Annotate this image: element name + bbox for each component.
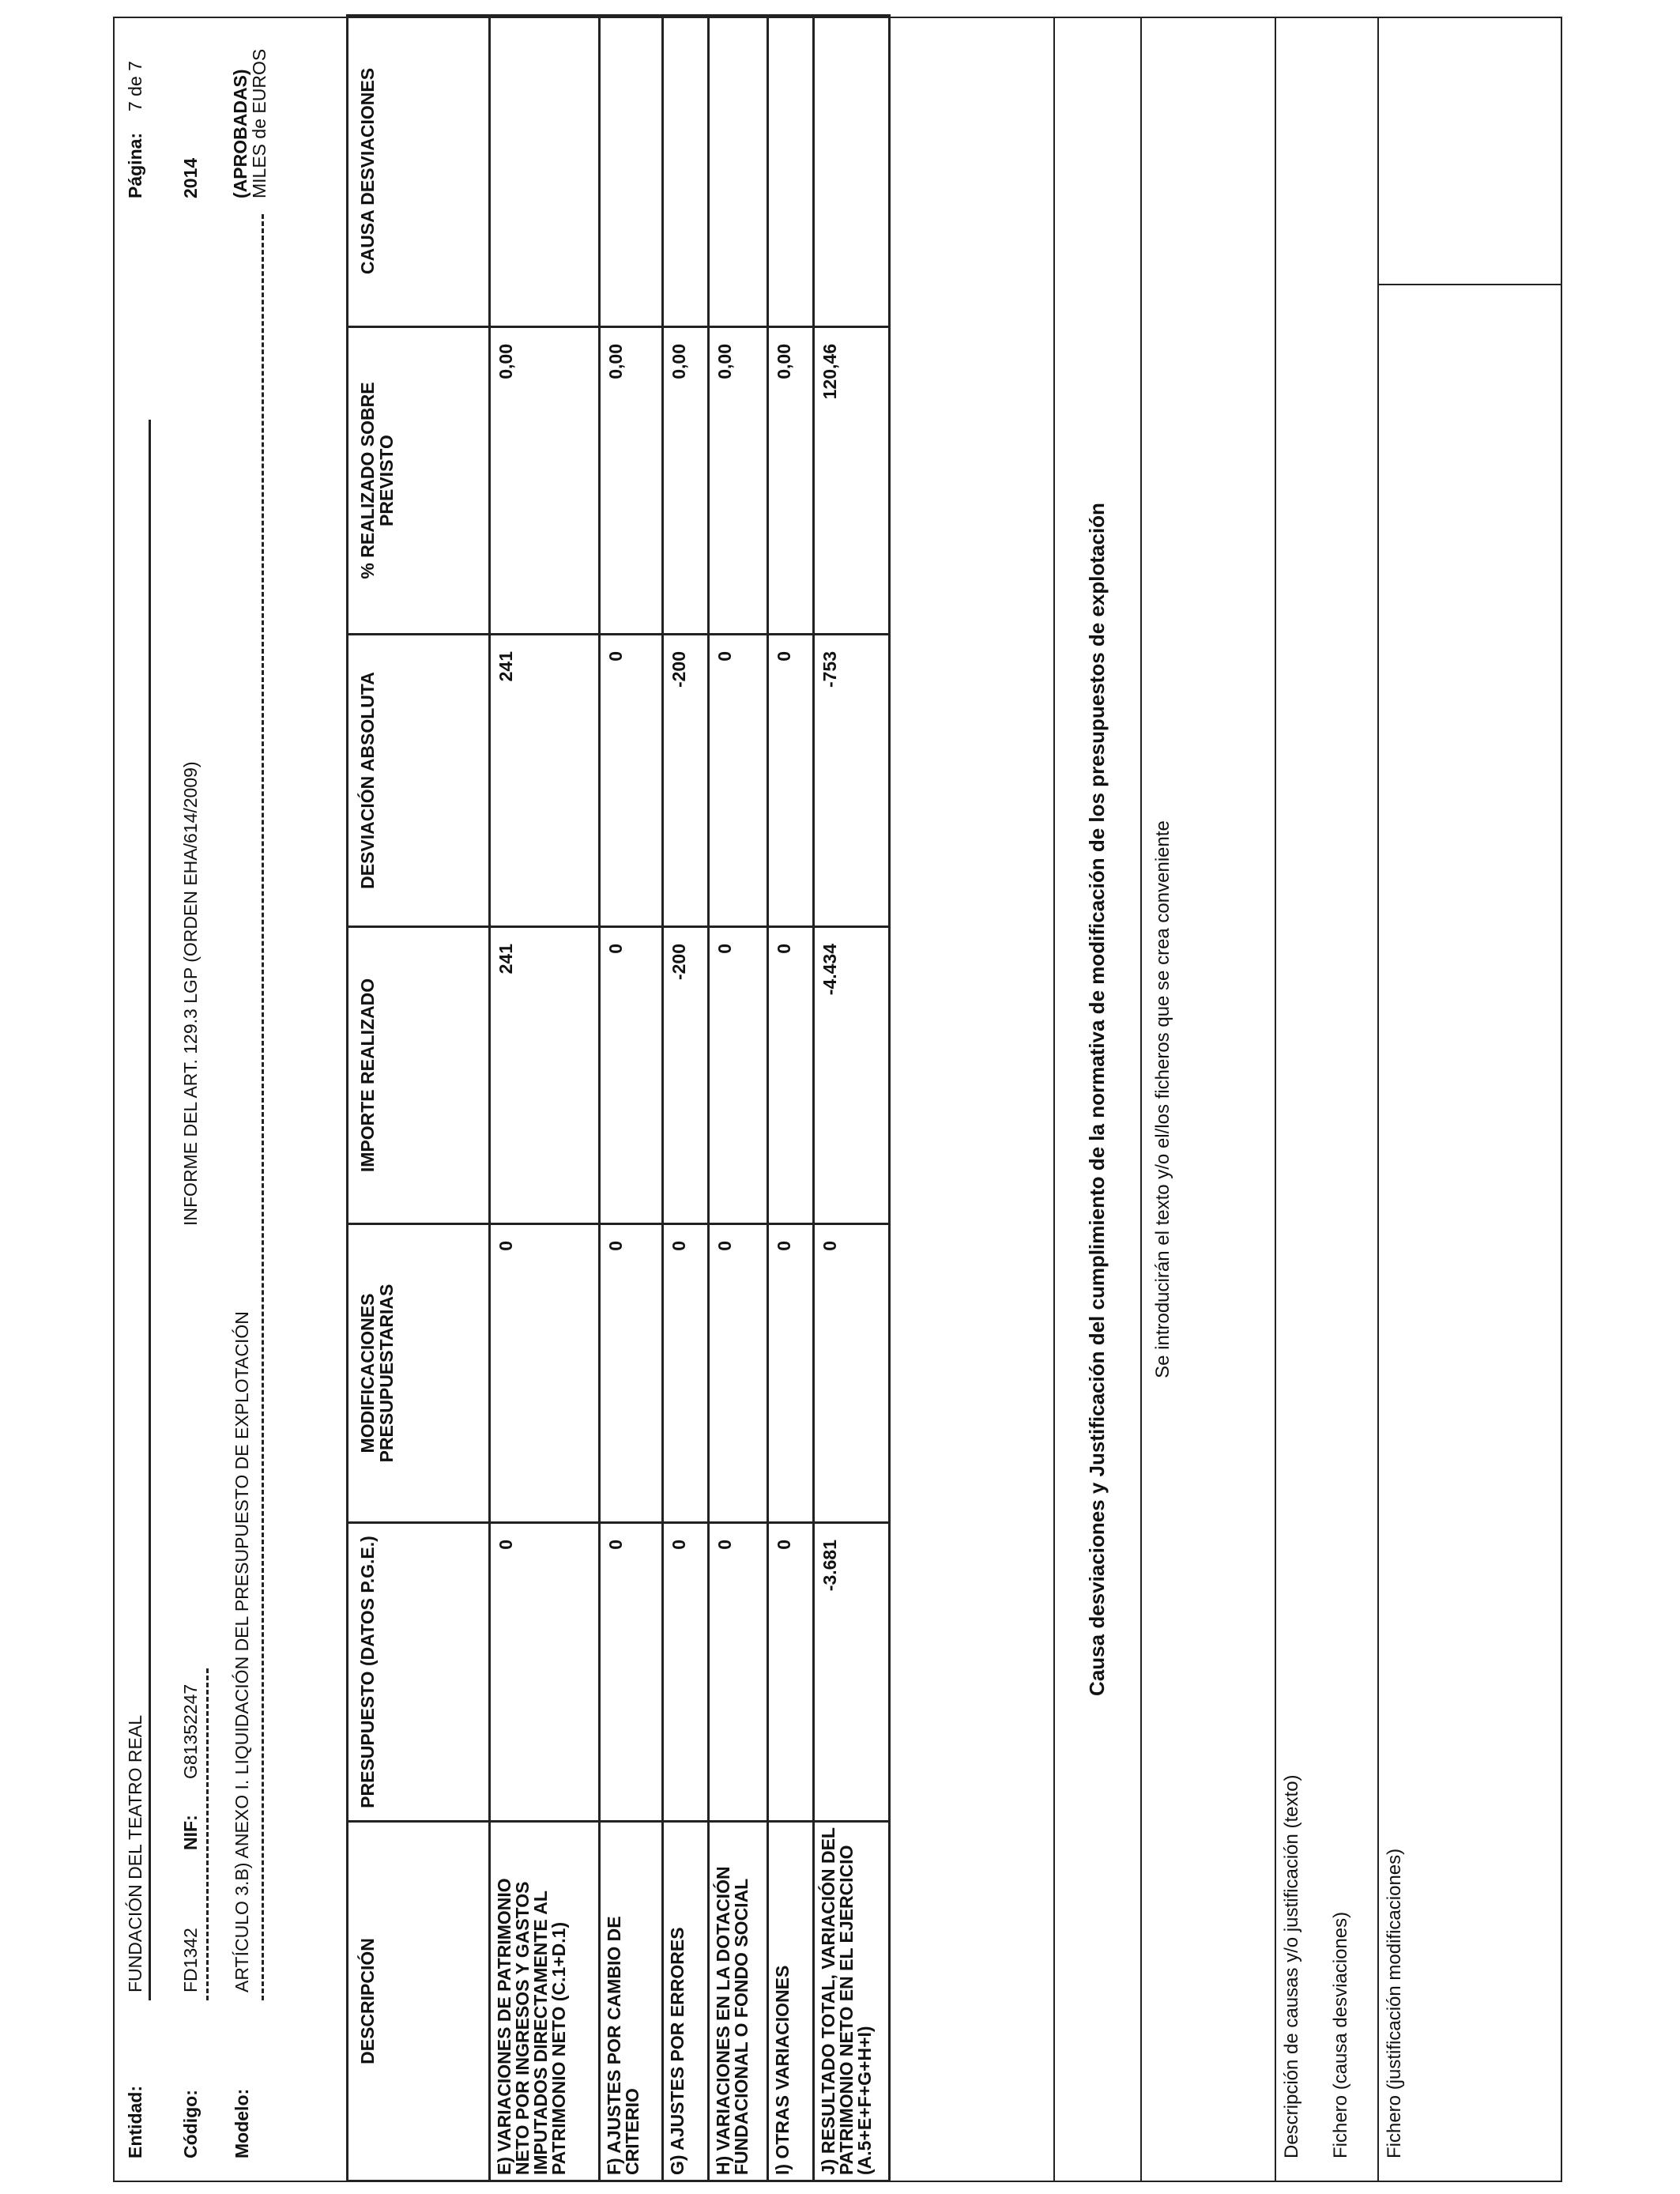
informe-title: INFORME DEL ART. 129.3 LGP (ORDEN EHA/614/2009) <box>180 761 201 1226</box>
cell-desviacion: 0 <box>709 635 768 927</box>
cell-desviacion: -753 <box>814 635 890 927</box>
cell-modificaciones: 0 <box>600 1224 663 1523</box>
cell-presupuesto: 0 <box>600 1523 663 1822</box>
cell-porcentaje: 0,00 <box>600 327 663 635</box>
cell-porcentaje: 120,46 <box>814 327 890 635</box>
nif-value: G81352247 <box>180 1683 201 1779</box>
section-title: Causa desviaciones y Justificación del cumplimiento de la normativa de modificación de los presupuestos de explotación <box>1084 503 1109 1696</box>
pagina-label: Página: <box>125 132 145 198</box>
table-row <box>709 16 768 2181</box>
header-rule <box>149 420 151 2000</box>
cell-presupuesto: -3.681 <box>814 1523 890 1822</box>
cell-causa <box>600 16 663 327</box>
col-importe: IMPORTE REALIZADO <box>348 927 490 1224</box>
cell-importe: 0 <box>600 927 663 1224</box>
cell-modificaciones: 0 <box>768 1224 814 1523</box>
cell-desviacion: 0 <box>768 635 814 927</box>
row-description: G) AJUSTES POR ERRORES <box>663 1822 709 2181</box>
band-divider <box>1275 17 1276 2182</box>
nif-label: NIF: <box>180 1815 201 1850</box>
row-description: J) RESULTADO TOTAL, VARIACIÓN DEL PATRIMONIO NETO EN EL EJERCICIO (A.5+E+F+G+H+I) <box>814 1822 890 2181</box>
cell-modificaciones: 0 <box>490 1224 600 1523</box>
row-description: E) VARIACIONES DE PATRIMONIO NETO POR INGRESOS Y GASTOS IMPUTADOS DIRECTAMENTE AL PATRIMONIO NETO (C.1+D.1) <box>490 1822 600 2181</box>
band-divider <box>1377 17 1379 2182</box>
row-description: I) OTRAS VARIACIONES <box>768 1822 814 2181</box>
cell-importe: 241 <box>490 927 600 1224</box>
cell-causa <box>490 16 600 327</box>
codigo-value: FD1342 <box>180 1928 201 1992</box>
cell-importe: -4.434 <box>814 927 890 1224</box>
section-note: Se introducirán el texto y/o el/los ficheros que se crea conveniente <box>1152 820 1173 1378</box>
footer-column-divider <box>1377 284 1562 285</box>
col-causa: CAUSA DESVIACIONES <box>348 16 490 327</box>
codigo-label: Código: <box>180 2090 201 2158</box>
modelo-label: Modelo: <box>232 2088 252 2158</box>
col-porcentaje: % REALIZADO SOBRE PREVISTO <box>348 327 490 635</box>
cell-modificaciones: 0 <box>663 1224 709 1523</box>
row-description: F) AJUSTES POR CAMBIO DE CRITERIO <box>600 1822 663 2181</box>
cell-importe: 0 <box>709 927 768 1224</box>
modelo-dash-rule <box>262 214 264 2000</box>
document-page <box>113 17 1562 2182</box>
pagina-value: 7 de 7 <box>125 61 145 111</box>
cell-causa <box>709 16 768 327</box>
table-row <box>600 16 663 2181</box>
cell-causa <box>814 16 890 327</box>
year-value: 2014 <box>180 157 201 198</box>
table-row <box>814 16 890 2181</box>
table-header-row <box>348 16 490 2181</box>
entidad-label: Entidad: <box>125 2086 145 2158</box>
unidad-label: MILES de EUROS <box>249 48 269 198</box>
row-description: H) VARIACIONES EN LA DOTACIÓN FUNDACIONAL O FONDO SOCIAL <box>709 1822 768 2181</box>
table-row <box>768 16 814 2181</box>
cell-modificaciones: 0 <box>709 1224 768 1523</box>
descripcion-causas-label: Descripción de causas y/o justificación (texto) <box>1281 1774 1302 2158</box>
cell-causa <box>768 16 814 327</box>
col-descripcion: DESCRIPCIÓN <box>348 1822 490 2181</box>
cell-porcentaje: 0,00 <box>490 327 600 635</box>
col-desviacion: DESVIACIÓN ABSOLUTA <box>348 635 490 927</box>
table-row <box>490 16 600 2181</box>
cell-porcentaje: 0,00 <box>709 327 768 635</box>
cell-presupuesto: 0 <box>663 1523 709 1822</box>
cell-desviacion: 241 <box>490 635 600 927</box>
cell-causa <box>663 16 709 327</box>
col-presupuesto: PRESUPUESTO (DATOS P.G.E.) <box>348 1523 490 1822</box>
cell-importe: -200 <box>663 927 709 1224</box>
cell-presupuesto: 0 <box>768 1523 814 1822</box>
liquidacion-table <box>346 14 891 2182</box>
fichero-causa-label: Fichero (causa desviaciones) <box>1330 1911 1351 2158</box>
table-row <box>663 16 709 2181</box>
cell-importe: 0 <box>768 927 814 1224</box>
fichero-justificacion-label: Fichero (justificación modificaciones) <box>1384 1848 1405 2158</box>
cell-modificaciones: 0 <box>814 1224 890 1523</box>
cell-desviacion: 0 <box>600 635 663 927</box>
cell-porcentaje: 0,00 <box>663 327 709 635</box>
modelo-value: ARTÍCULO 3.B) ANEXO I. LIQUIDACIÓN DEL PRESUPUESTO DE EXPLOTACIÓN <box>232 1311 252 1992</box>
cell-presupuesto: 0 <box>709 1523 768 1822</box>
cell-porcentaje: 0,00 <box>768 327 814 635</box>
col-modificaciones: MODIFICACIONES PRESUPUESTARIAS <box>348 1224 490 1523</box>
entidad-value: FUNDACIÓN DEL TEATRO REAL <box>125 1714 145 1992</box>
codigo-dash-rule <box>206 1668 209 2000</box>
cell-presupuesto: 0 <box>490 1523 600 1822</box>
cell-desviacion: -200 <box>663 635 709 927</box>
aprobadas-label: (APROBADAS) <box>230 69 250 198</box>
